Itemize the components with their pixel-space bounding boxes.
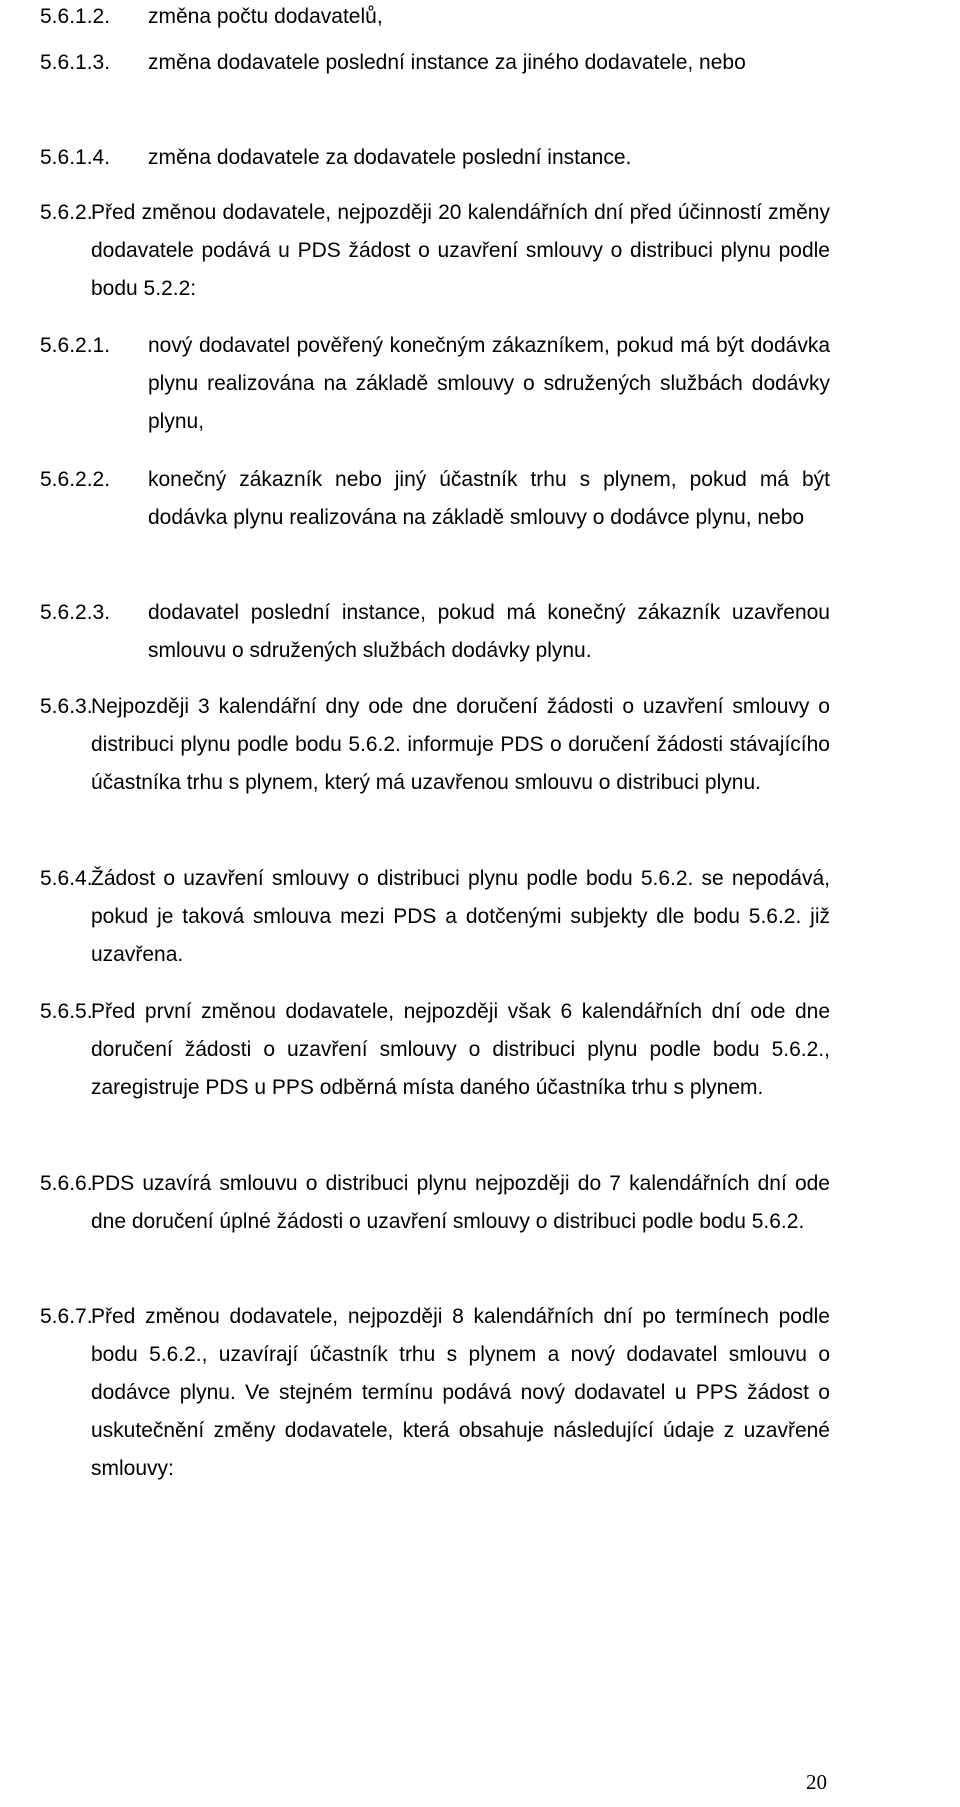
item-text: konečný zákazník nebo jiný účastník trhu s plynem, pokud má být dodávka plynu realizována na základě smlouvy o dodávce plynu, nebo xyxy=(148,468,830,529)
item-number: 5.6.5. xyxy=(40,1000,93,1023)
item-text: dodavatel poslední instance, pokud má konečný zákazník uzavřenou smlouvu o sdružených službách dodávky plynu. xyxy=(148,601,830,662)
item-text: Před první změnou dodavatele, nejpozději však 6 kalendářních dní ode dne doručení žádosti o uzavření smlouvy o distribuci plynu podle bodu 5.6.2., zaregistruje PDS u PPS odběrná místa daného účastníka trhu s plynem. xyxy=(91,1000,830,1099)
item-number: 5.6.7. xyxy=(40,1305,93,1328)
item-text: změna počtu dodavatelů, xyxy=(148,5,383,28)
item-text: Nejpozději 3 kalendářní dny ode dne doručení žádosti o uzavření smlouvy o distribuci plynu podle bodu 5.6.2. informuje PDS o doručení žádosti stávajícího účastníka trhu s plynem, který má uzavřenou smlouvu o distribuci plynu. xyxy=(91,695,830,794)
item-number: 5.6.1.4. xyxy=(40,146,111,169)
item-number: 5.6.1.2. xyxy=(40,5,111,28)
item-text: Žádost o uzavření smlouvy o distribuci plynu podle bodu 5.6.2. se nepodává, pokud je taková smlouva mezi PDS a dotčenými subjekty dle bodu 5.6.2. již uzavřena. xyxy=(91,867,830,966)
item-text: nový dodavatel pověřený konečným zákazníkem, pokud má být dodávka plynu realizována na základě smlouvy o sdružených službách dodávky plynu, xyxy=(148,334,830,433)
item-number: 5.6.2.1. xyxy=(40,334,111,357)
item-number: 5.6.3. xyxy=(40,695,93,718)
item-text: Před změnou dodavatele, nejpozději 8 kalendářních dní po termínech podle bodu 5.6.2., uzavírají účastník trhu s plynem a nový dodavatel smlouvu o dodávce plynu. Ve stejném termínu podává nový dodavatel u PPS žádost o uskutečnění změny dodavatele, která obsahuje následující údaje z uzavřené smlouvy: xyxy=(91,1305,830,1480)
item-number: 5.6.4. xyxy=(40,867,93,890)
item-number: 5.6.2.2. xyxy=(40,468,111,491)
item-text: PDS uzavírá smlouvu o distribuci plynu nejpozději do 7 kalendářních dní ode dne doručení úplné žádosti o uzavření smlouvy o distribuci podle bodu 5.6.2. xyxy=(91,1172,830,1233)
item-number: 5.6.2.3. xyxy=(40,601,111,624)
item-text: změna dodavatele za dodavatele poslední instance. xyxy=(148,146,632,169)
item-number: 5.6.2. xyxy=(40,201,93,224)
page-number: 20 xyxy=(806,1770,827,1794)
item-number: 5.6.1.3. xyxy=(40,51,111,74)
item-text: změna dodavatele poslední instance za jiného dodavatele, nebo xyxy=(148,51,746,74)
item-text: Před změnou dodavatele, nejpozději 20 kalendářních dní před účinností změny dodavatele podává u PDS žádost o uzavření smlouvy o distribuci plynu podle bodu 5.2.2: xyxy=(91,201,830,300)
item-number: 5.6.6. xyxy=(40,1172,93,1195)
